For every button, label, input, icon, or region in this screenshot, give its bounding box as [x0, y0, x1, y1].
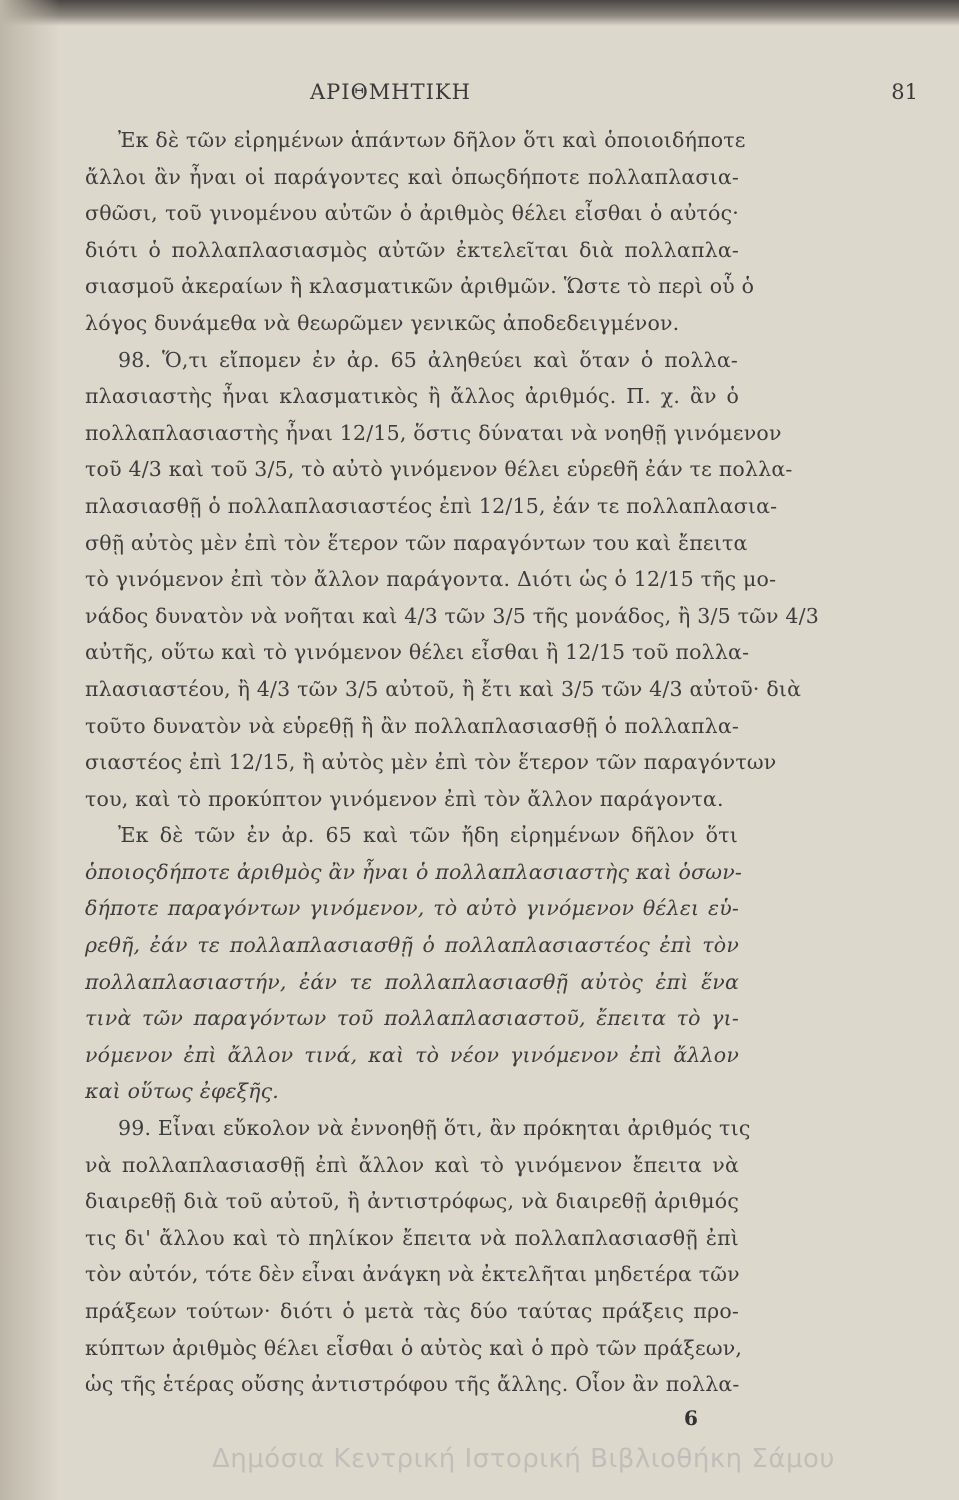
- text-line: πλασιαστὴς ἦναι κλασματικὸς ἢ ἄλλος ἀριθμός. Π. χ. ἂν ὁ: [85, 384, 739, 409]
- text-line-italic: καὶ οὕτως ἐφεξῆς.: [85, 1079, 280, 1104]
- text-line: διότι ὁ πολλαπλασιασμὸς αὐτῶν ἐκτελεῖται διὰ πολλαπλα-: [85, 237, 739, 262]
- signature-mark: 6: [684, 1406, 698, 1430]
- page-number: 81: [891, 80, 918, 104]
- text-line: πολλαπλασιαστὴς ἦναι 12/15, ὅστις δύναται νὰ νοηθῇ γινόμενον: [85, 420, 782, 445]
- text-line: πλασιασθῇ ὁ πολλαπλασιαστέος ἐπὶ 12/15, ἐάν τε πολλαπλασια-: [85, 493, 778, 518]
- text-line-italic: δήποτε παραγόντων γινόμενον, τὸ αὐτὸ γινόμενον θέλει εὑ-: [85, 896, 739, 921]
- text-line: 99. Εἶναι εὔκολον νὰ ἐννοηθῇ ὅτι, ἂν πρόκηται ἀριθμός τις: [118, 1116, 751, 1141]
- running-title: ΑΡΙΘΜΗΤΙΚΗ: [310, 80, 471, 104]
- text-line: σιαστέος ἐπὶ 12/15, ἢ αὐτὸς μὲν ἐπὶ τὸν ἕτερον τῶν παραγόντων: [85, 750, 777, 775]
- text-line: ὡς τῆς ἑτέρας οὔσης ἀντιστρόφου τῆς ἄλλης. Οἷον ἂν πολλα-: [85, 1372, 740, 1397]
- text-line-italic: πολλαπλασιαστήν, ἐάν τε πολλαπλασιασθῇ αὐτὸς ἐπὶ ἕνα: [85, 969, 739, 994]
- text-line-italic: ρεθῆ, ἐάν τε πολλαπλασιασθῇ ὁ πολλαπλασιαστέος ἐπὶ τὸν: [85, 933, 739, 958]
- text-line: διαιρεθῇ διὰ τοῦ αὐτοῦ, ἢ ἀντιστρόφως, νὰ διαιρεθῇ ἀριθμός: [85, 1189, 739, 1214]
- text-line: τοῦ 4/3 καὶ τοῦ 3/5, τὸ αὐτὸ γινόμενον θέλει εὑρεθῆ ἐάν τε πολλα-: [85, 457, 793, 482]
- text-line: τις δι' ἄλλου καὶ τὸ πηλίκον ἔπειτα νὰ πολλαπλασιασθῇ ἐπὶ: [85, 1225, 739, 1250]
- text-line: ἄλλοι ἂν ἦναι οἱ παράγοντες καὶ ὁπωςδήποτε πολλαπλασια-: [85, 164, 739, 189]
- text-line-italic: ὁποιοςδήποτε ἀριθμὸς ἂν ἦναι ὁ πολλαπλασιαστὴς καὶ ὁσων-: [85, 859, 742, 884]
- text-line: λόγος δυνάμεθα νὰ θεωρῶμεν γενικῶς ἀποδεδειγμένον.: [85, 310, 680, 335]
- body-text: [0, 122, 959, 1403]
- text-line: τὸ γινόμενον ἐπὶ τὸν ἄλλον παράγοντα. Διότι ὡς ὁ 12/15 τῆς μο-: [85, 567, 777, 592]
- text-line: σιασμοῦ ἀκεραίων ἢ κλασματικῶν ἀριθμῶν. Ὥστε τὸ περὶ οὗ ὁ: [85, 274, 755, 299]
- text-line: 98. Ὅ,τι εἴπομεν ἐν ἀρ. 65 ἀληθεύει καὶ ὅταν ὁ πολλα-: [118, 347, 738, 372]
- text-line-italic: νόμενον ἐπὶ ἄλλον τινά, καὶ τὸ νέον γινόμενον ἐπὶ ἄλλον: [85, 1042, 739, 1067]
- text-line: Ἐκ δὲ τῶν ἐν ἀρ. 65 καὶ τῶν ἤδη εἰρημένων δῆλον ὅτι: [118, 823, 738, 848]
- text-line: σθῶσι, τοῦ γινομένου αὐτῶν ὁ ἀριθμὸς θέλει εἶσθαι ὁ αὐτός·: [85, 201, 739, 226]
- text-line: τοῦτο δυνατὸν νὰ εὑρεθῇ ἢ ἂν πολλαπλασιασθῇ ὁ πολλαπλα-: [85, 713, 739, 738]
- text-line: πλασιαστέου, ἢ 4/3 τῶν 3/5 αὐτοῦ, ἢ ἔτι καὶ 3/5 τῶν 4/3 αὐτοῦ· διὰ: [85, 676, 802, 701]
- text-line: Ἐκ δὲ τῶν εἰρημένων ἁπάντων δῆλον ὅτι καὶ ὁποιοιδήποτε: [118, 128, 746, 152]
- text-line: κύπτων ἀριθμὸς θέλει εἶσθαι ὁ αὐτὸς καὶ ὁ πρὸ τῶν πράξεων,: [85, 1335, 743, 1360]
- text-line: σθῇ αὐτὸς μὲν ἐπὶ τὸν ἕτερον τῶν παραγόντων του καὶ ἔπειτα: [85, 530, 748, 555]
- text-line: του, καὶ τὸ προκύπτον γινόμενον ἐπὶ τὸν ἄλλον παράγοντα.: [85, 786, 724, 811]
- library-watermark: Δημόσια Κεντρική Ιστορική Βιβλιοθήκη Σάμου: [212, 1444, 835, 1474]
- text-line: τὸν αὐτόν, τότε δὲν εἶναι ἀνάγκη νὰ ἐκτελῆται μηδετέρα τῶν: [85, 1262, 740, 1287]
- text-line: νὰ πολλαπλασιασθῇ ἐπὶ ἄλλον καὶ τὸ γινόμενον ἔπειτα νὰ: [85, 1152, 739, 1177]
- text-line-italic: τινὰ τῶν παραγόντων τοῦ πολλαπλασιαστοῦ, ἔπειτα τὸ γι-: [85, 1006, 739, 1031]
- page-header: [0, 80, 959, 114]
- text-line: αὐτῆς, οὕτω καὶ τὸ γινόμενον θέλει εἶσθαι ἢ 12/15 τοῦ πολλα-: [85, 640, 750, 665]
- text-line: νάδος δυνατὸν νὰ νοῆται καὶ 4/3 τῶν 3/5 τῆς μονάδος, ἢ 3/5 τῶν 4/3: [85, 603, 819, 628]
- text-line: πράξεων τούτων· διότι ὁ μετὰ τὰς δύο ταύτας πράξεις προ-: [85, 1299, 739, 1323]
